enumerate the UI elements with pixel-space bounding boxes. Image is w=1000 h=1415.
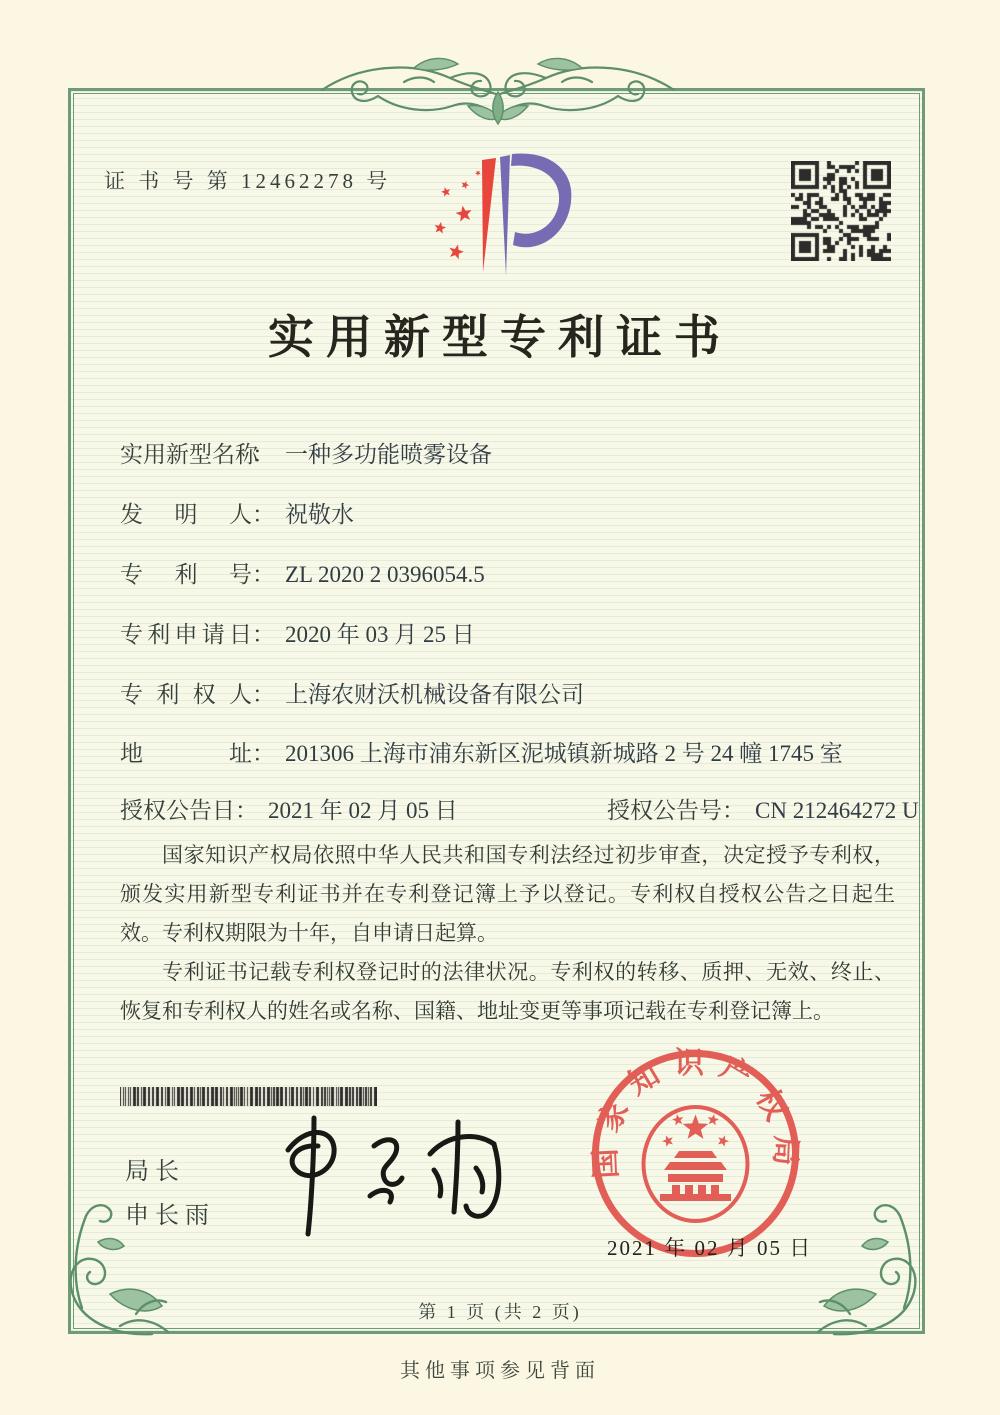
cnipa-logo-icon — [418, 140, 578, 295]
seal-text: 国家知识产权局 — [588, 1047, 803, 1180]
field-label: 专利号 — [120, 562, 252, 587]
field-label: 专利申请日 — [120, 622, 252, 647]
legal-paragraph: 专利证书记载专利权登记时的法律状况。专利权的转移、质押、无效、终止、恢复和专利权人的姓名或名称、国籍、地址变更等事项记载在专利登记簿上。 — [120, 960, 895, 1023]
field-value: 上海农财沃机械设备有限公司 — [285, 682, 584, 707]
grant-date-value: 2021 年 02 月 05 日 — [268, 798, 458, 823]
certificate-number: 证 书 号 第 12462278 号 — [104, 169, 392, 193]
grant-number-label: 授权公告号 — [607, 798, 722, 823]
cnipa-official-seal — [588, 1046, 803, 1261]
field-label: 实用新型名称 — [120, 442, 258, 467]
grant-number: 授权公告号： CN 212464272 U — [607, 798, 919, 823]
field-patent-number: 专利号： ZL 2020 2 0396054.5 — [120, 556, 485, 589]
qr-code — [791, 161, 891, 261]
officer-block — [125, 1150, 215, 1238]
officer-name: 申长雨 — [125, 1203, 215, 1229]
field-label: 专利权人 — [120, 682, 252, 707]
legal-text — [120, 836, 895, 1031]
field-utility-model-name: 实用新型名称： 一种多功能喷雾设备 — [120, 436, 492, 469]
grant-number-value: CN 212464272 U — [755, 798, 919, 823]
field-value: 201306 上海市浦东新区泥城镇新城路 2 号 24 幢 1745 室 — [285, 741, 843, 766]
svg-text:国家知识产权局 — [589, 1047, 803, 1179]
back-note: 其他事项参见背面 — [400, 1360, 600, 1382]
certificate-title: 实用新型专利证书 — [268, 312, 732, 363]
legal-paragraph: 国家知识产权局依照中华人民共和国专利法经过初步审查，决定授予专利权，颁发实用新型专利证书并在专利登记簿上予以登记。专利权自授权公告之日起生效。专利权期限为十年，自申请日起算。 — [120, 843, 895, 945]
field-value: 一种多功能喷雾设备 — [285, 442, 492, 467]
field-grant-row: 授权公告日： 2021 年 02 月 05 日 授权公告号： CN 212464272 U — [120, 792, 458, 825]
grant-date-label: 授权公告日 — [120, 798, 235, 823]
field-inventor: 发明人： 祝敬水 — [120, 496, 354, 529]
field-filing-date: 专利申请日： 2020 年 03 月 25 日 — [120, 616, 475, 649]
field-value: ZL 2020 2 0396054.5 — [285, 562, 485, 587]
barcode — [120, 1087, 377, 1106]
page-number: 第 1 页 (共 2 页) — [418, 1302, 582, 1322]
field-label: 地址 — [120, 741, 252, 766]
field-label: 发明人 — [120, 502, 252, 527]
field-value: 2020 年 03 月 25 日 — [285, 622, 475, 647]
field-value: 祝敬水 — [285, 502, 354, 527]
national-emblem-icon — [644, 1107, 748, 1221]
field-patentee: 专利权人： 上海农财沃机械设备有限公司 — [120, 676, 584, 709]
top-floral-ornament — [318, 48, 678, 132]
officer-title: 局长 — [125, 1159, 185, 1185]
commissioner-signature — [262, 1108, 512, 1240]
field-address: 地址： 201306 上海市浦东新区泥城镇新城路 2 号 24 幢 1745 室 — [120, 735, 843, 768]
seal-date: 2021 年 02 月 05 日 — [607, 1236, 813, 1260]
